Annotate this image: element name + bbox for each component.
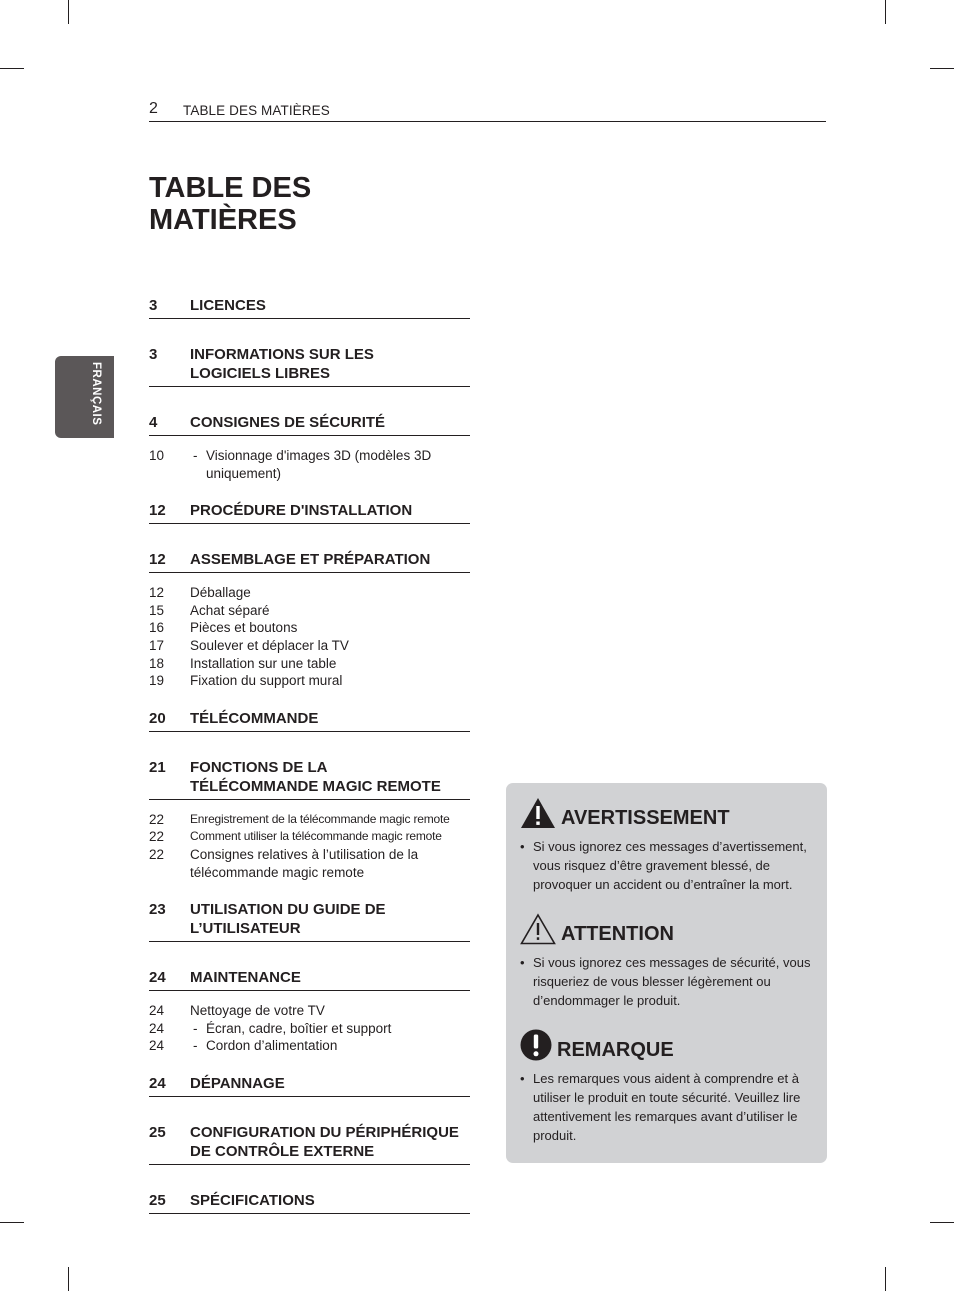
caution-title: ATTENTION (561, 923, 674, 945)
toc-section-title: TÉLÉCOMMANDE (190, 709, 319, 727)
toc-subsection (149, 619, 470, 637)
toc-subsection (149, 672, 470, 690)
toc-section-title: FONCTIONS DE LA TÉLÉCOMMANDE MAGIC REMOTE (190, 758, 441, 795)
toc-subsection-title: Déballage (190, 585, 251, 601)
caution-triangle-icon (520, 913, 556, 945)
toc-section-page: 3 (149, 346, 158, 363)
toc-section (149, 1123, 470, 1165)
toc-section (149, 709, 470, 732)
toc-section (149, 345, 470, 387)
toc-section-page: 3 (149, 297, 158, 314)
crop-mark (0, 68, 24, 69)
toc-subsection-title: Visionnage d'images 3D (modèles 3D uniquement) (206, 448, 432, 481)
toc-entry (149, 968, 470, 1055)
toc-entry (149, 709, 470, 732)
caution-notice (520, 911, 820, 1010)
crop-mark (930, 1222, 954, 1223)
toc-subsection-page: 19 (149, 673, 165, 689)
toc-entry (149, 345, 470, 387)
toc-subsection-title: Consignes relatives à l’utilisation de la télécommande magic remote (190, 846, 419, 880)
toc-subsection-page: 24 (149, 1038, 165, 1054)
crop-mark (885, 0, 886, 24)
bullet: • (520, 1071, 525, 1086)
notice-box (506, 783, 827, 1163)
toc-subsection-title: Achat séparé (190, 602, 270, 618)
toc-section-title: SPÉCIFICATIONS (190, 1191, 315, 1209)
crop-mark (930, 68, 954, 69)
toc-subsection-page: 18 (149, 655, 165, 671)
toc-entry (149, 501, 470, 524)
toc-subsection-page: 12 (149, 585, 165, 601)
toc-section-title: INFORMATIONS SUR LES LOGICIELS LIBRES (190, 346, 374, 382)
toc-subsection (149, 846, 470, 881)
toc-subsection (149, 828, 470, 846)
toc-subsection-dash: - (193, 448, 198, 463)
toc-subsection-title: Comment utiliser la télécommande magic remote (190, 829, 442, 844)
toc-section (149, 758, 470, 800)
toc-subsection-list (149, 997, 470, 1055)
note-notice (520, 1027, 820, 1145)
toc-subsection-list (149, 579, 470, 690)
toc-subsection-title: Pièces et boutons (190, 620, 298, 636)
table-of-contents (149, 296, 470, 1214)
toc-entry (149, 1074, 470, 1097)
warning-notice (520, 795, 820, 894)
warning-text: Si vous ignorez ces messages d’avertissement, vous risquez d’être gravement blessé, de provoquer un accident ou d’entraîner la mort. (533, 839, 807, 892)
toc-entry (149, 550, 470, 690)
toc-section-page: 24 (149, 969, 166, 987)
toc-section (149, 550, 470, 573)
warning-title: AVERTISSEMENT (561, 807, 730, 829)
toc-section-title: MAINTENANCE (190, 969, 301, 987)
crop-mark (885, 1267, 886, 1291)
toc-section-title: CONSIGNES DE SÉCURITÉ (190, 414, 386, 431)
note-title: REMARQUE (557, 1039, 674, 1061)
toc-subsection-page: 16 (149, 620, 165, 636)
toc-subsection (149, 584, 470, 602)
toc-section-page: 24 (149, 1074, 166, 1092)
toc-section-title: UTILISATION DU GUIDE DE L’UTILISATEUR (190, 901, 386, 938)
toc-subsection-page: 24 (149, 1020, 165, 1036)
toc-section (149, 1191, 470, 1214)
toc-section-page: 12 (149, 551, 166, 569)
toc-section-page: 4 (149, 414, 158, 431)
caution-text: Si vous ignorez ces messages de sécurité, vous risqueriez de vous blesser légèrement ou d’endommager le produit. (533, 955, 811, 1008)
toc-subsection-list (149, 806, 470, 881)
document-title (149, 172, 489, 236)
toc-section-title: PROCÉDURE D'INSTALLATION (190, 502, 413, 520)
toc-subsection (149, 1002, 470, 1020)
toc-entry (149, 413, 470, 482)
toc-section-title: LICENCES (190, 297, 266, 314)
toc-section-page: 25 (149, 1191, 166, 1209)
toc-section-title: DÉPANNAGE (190, 1074, 285, 1092)
toc-subsection (149, 637, 470, 655)
toc-subsection-title: Enregistrement de la télécommande magic remote (190, 811, 450, 826)
toc-entry (149, 900, 470, 942)
toc-subsection (149, 811, 470, 829)
bullet: • (520, 839, 525, 854)
toc-section (149, 900, 470, 942)
toc-subsection-list (149, 442, 470, 482)
toc-subsection-title: Cordon d’alimentation (206, 1038, 338, 1054)
running-title: TABLE DES MATIÈRES (183, 103, 330, 118)
toc-section (149, 413, 470, 436)
toc-subsection (149, 1020, 470, 1038)
toc-entry (149, 296, 470, 319)
toc-subsection-page: 22 (149, 846, 165, 862)
toc-subsection (149, 655, 470, 673)
toc-section-title: CONFIGURATION DU PÉRIPHÉRIQUE DE CONTRÔLE EXTERNE (190, 1123, 459, 1160)
toc-subsection-page: 10 (149, 448, 165, 463)
toc-subsection (149, 447, 470, 482)
toc-subsection-page: 15 (149, 602, 165, 618)
toc-entry (149, 758, 470, 881)
toc-subsection-title: Écran, cadre, boîtier et support (206, 1020, 392, 1036)
toc-section-page: 20 (149, 709, 166, 727)
toc-subsection-page: 24 (149, 1003, 165, 1019)
toc-section (149, 501, 470, 524)
bullet: • (520, 955, 525, 970)
toc-subsection-title: Installation sur une table (190, 655, 337, 671)
toc-subsection (149, 1037, 470, 1055)
toc-section-title: ASSEMBLAGE ET PRÉPARATION (190, 551, 431, 569)
toc-entry (149, 1123, 470, 1165)
document-title-line1: TABLE DES (149, 172, 312, 204)
toc-section (149, 1074, 470, 1097)
toc-subsection-title: Nettoyage de votre TV (190, 1003, 325, 1019)
crop-mark (68, 0, 69, 24)
toc-section (149, 296, 470, 319)
toc-subsection-page: 22 (149, 811, 165, 827)
language-tab (55, 356, 114, 438)
toc-section-page: 23 (149, 901, 166, 919)
toc-entry (149, 1191, 470, 1214)
language-tab-label: FRANÇAIS (90, 362, 102, 426)
crop-mark (0, 1222, 24, 1223)
toc-subsection-dash: - (193, 1020, 198, 1036)
toc-section-page: 12 (149, 502, 166, 520)
toc-subsection-title: Soulever et déplacer la TV (190, 637, 349, 653)
document-title-line2: MATIÈRES (149, 204, 297, 236)
toc-section-page: 21 (149, 758, 166, 776)
toc-subsection (149, 602, 470, 620)
toc-subsection-page: 22 (149, 829, 165, 845)
warning-triangle-icon (520, 797, 556, 829)
toc-section-page: 25 (149, 1123, 166, 1141)
note-exclamation-icon (520, 1029, 552, 1061)
toc-section (149, 968, 470, 991)
toc-subsection-title: Fixation du support mural (190, 673, 343, 689)
note-text: Les remarques vous aident à comprendre et à utiliser le produit en toute sécurité. Veuillez lire attentivement les remarques avant d’utiliser le produit. (533, 1071, 801, 1143)
page-number: 2 (149, 100, 158, 117)
crop-mark (68, 1267, 69, 1291)
page-header (149, 100, 826, 122)
toc-subsection-dash: - (193, 1038, 198, 1054)
toc-subsection-page: 17 (149, 637, 165, 653)
